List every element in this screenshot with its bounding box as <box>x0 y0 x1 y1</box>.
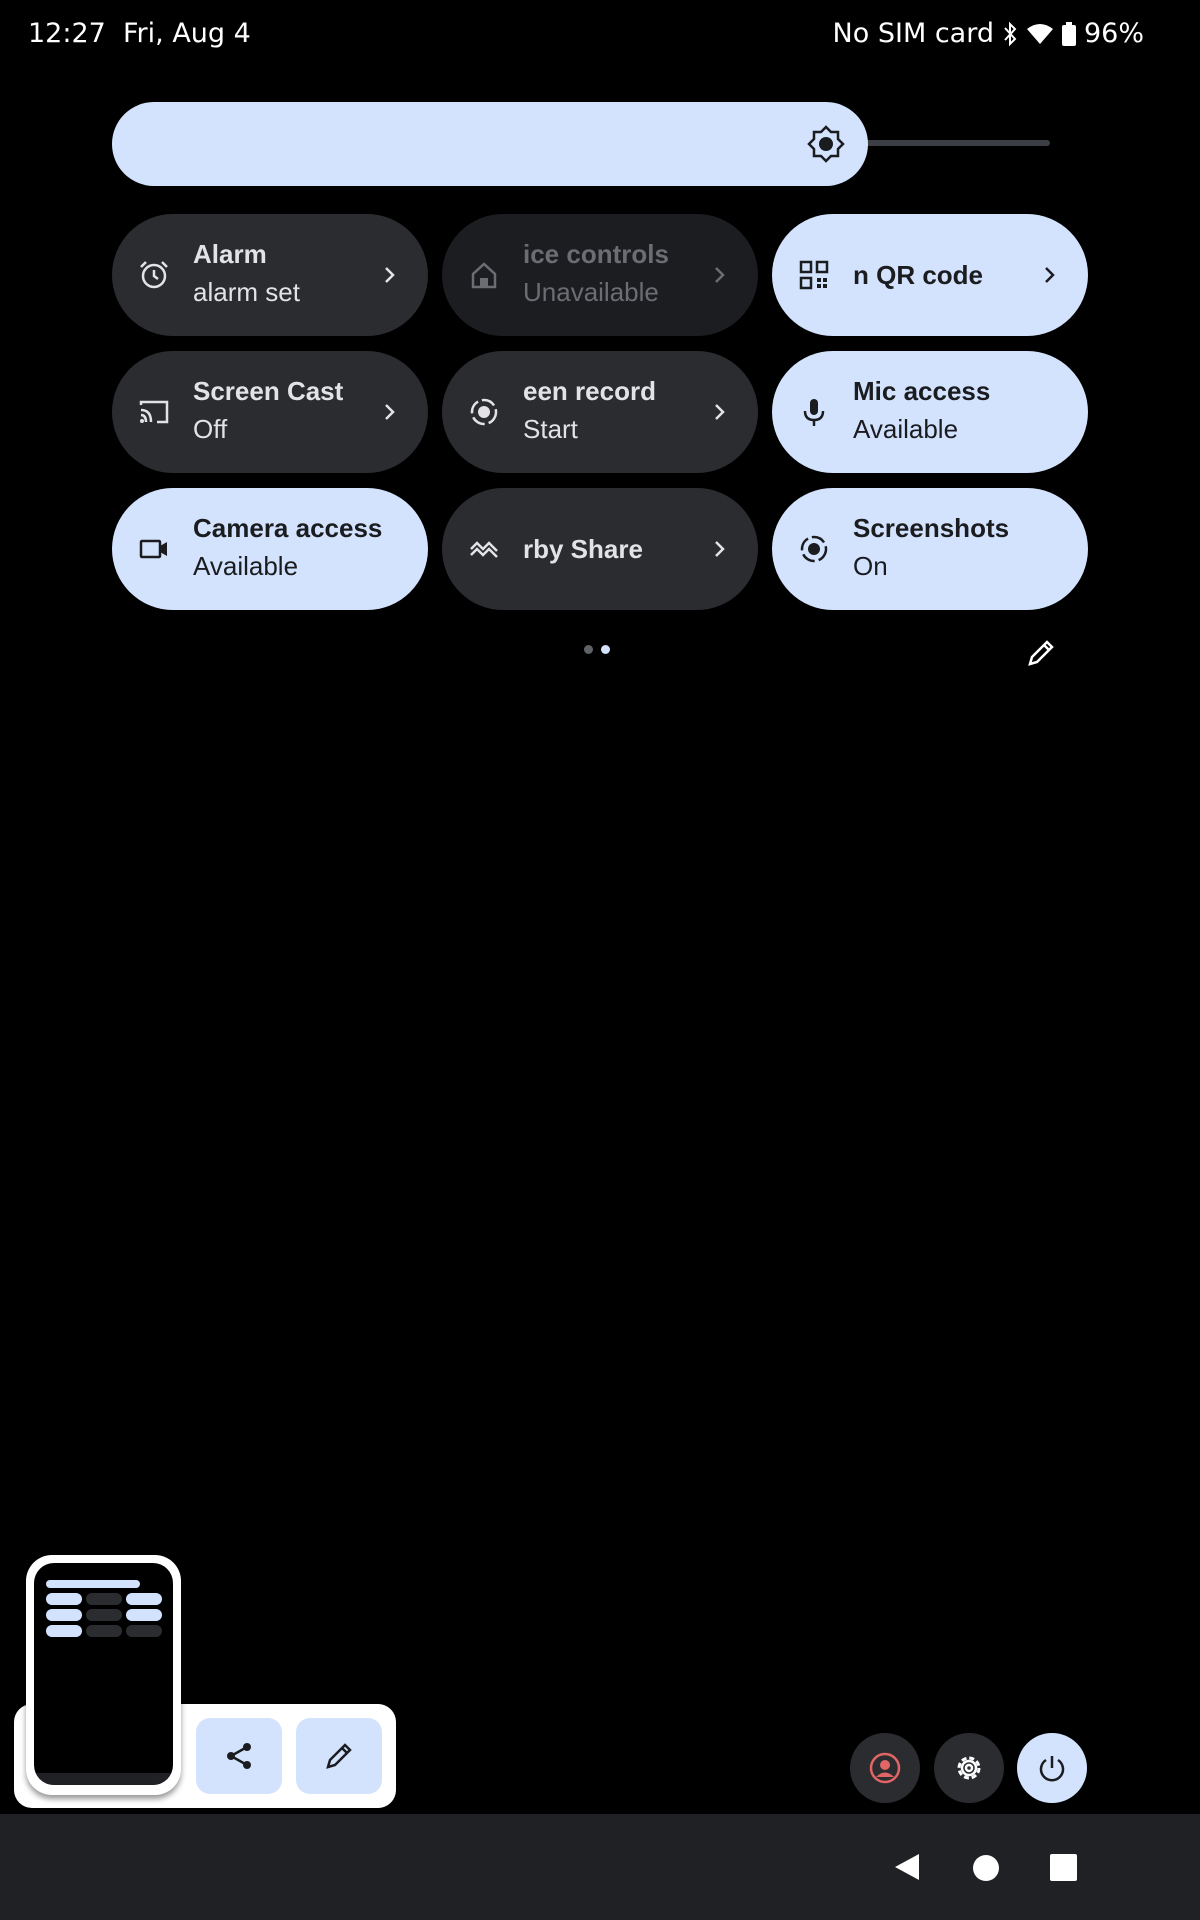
screenshot-thumbnail[interactable] <box>34 1563 173 1785</box>
chevron-right-icon <box>706 262 732 288</box>
carrier-label: No SIM card <box>832 18 994 49</box>
tile-subtitle: On <box>853 551 888 581</box>
edit-icon <box>323 1740 355 1772</box>
tile-subtitle: Available <box>193 551 299 581</box>
tile-subtitle: alarm set <box>193 277 300 307</box>
tile-subtitle: Off <box>193 414 228 444</box>
nearby-share-icon <box>468 533 500 565</box>
bluetooth-icon <box>1002 21 1018 47</box>
tile-mic-access[interactable] <box>772 351 1088 473</box>
power-icon <box>1036 1752 1068 1784</box>
home-button[interactable] <box>972 1854 1000 1886</box>
navigation-bar <box>0 1814 1200 1920</box>
user-icon <box>869 1752 901 1784</box>
tile-screenshots[interactable] <box>772 488 1088 610</box>
chevron-right-icon <box>1036 262 1062 288</box>
camera-icon <box>138 533 170 565</box>
microphone-icon <box>798 396 830 428</box>
tile-title: Mic access <box>853 376 991 406</box>
tile-title: een record <box>523 376 656 406</box>
tile-subtitle: Available <box>853 414 959 444</box>
tile-title: rby Share <box>523 534 643 564</box>
edit-tiles-button[interactable] <box>1025 637 1057 669</box>
battery-level: 96% <box>1083 18 1144 49</box>
edit-screenshot-button[interactable] <box>296 1718 382 1794</box>
brightness-icon <box>806 124 846 164</box>
tile-title: n QR code <box>853 260 984 290</box>
chevron-right-icon <box>706 399 732 425</box>
chevron-right-icon <box>376 399 402 425</box>
settings-icon <box>953 1752 985 1784</box>
alarm-clock-icon <box>138 259 170 291</box>
home-icon <box>972 1854 1000 1882</box>
tile-device-controls[interactable] <box>442 214 758 336</box>
tile-nearby-share[interactable] <box>442 488 758 610</box>
tile-screen-cast[interactable] <box>112 351 428 473</box>
back-icon <box>893 1852 921 1882</box>
back-button[interactable] <box>893 1852 921 1886</box>
page-indicator <box>584 645 610 654</box>
page-dot-active <box>601 645 610 654</box>
tile-alarm[interactable] <box>112 214 428 336</box>
tile-screen-record[interactable] <box>442 351 758 473</box>
tile-qr-code-scanner[interactable] <box>772 214 1088 336</box>
screen-record-icon <box>468 396 500 428</box>
tile-camera-access[interactable] <box>112 488 428 610</box>
screenshot-icon <box>798 533 830 565</box>
recents-button[interactable] <box>1050 1854 1077 1885</box>
share-screenshot-button[interactable] <box>196 1718 282 1794</box>
tile-subtitle: Unavailable <box>523 277 659 307</box>
battery-icon <box>1062 22 1076 46</box>
page-dot <box>584 645 593 654</box>
tile-title: Alarm <box>193 239 267 269</box>
chevron-right-icon <box>706 536 732 562</box>
tile-title: Camera access <box>193 513 383 543</box>
status-bar-right <box>833 18 1144 49</box>
user-switcher-button[interactable] <box>850 1733 920 1803</box>
qr-code-icon <box>798 259 830 291</box>
pencil-icon <box>1025 637 1057 669</box>
tile-title: Screenshots <box>853 513 1010 543</box>
status-date: Fri, Aug 4 <box>122 18 251 49</box>
status-bar-time-date <box>28 18 251 49</box>
chevron-right-icon <box>376 262 402 288</box>
power-button[interactable] <box>1017 1733 1087 1803</box>
tile-subtitle: Start <box>523 414 578 444</box>
home-icon <box>468 259 500 291</box>
cast-icon <box>138 396 170 428</box>
share-icon <box>223 1740 255 1772</box>
tile-title: Screen Cast <box>193 376 344 406</box>
wifi-icon <box>1026 22 1054 46</box>
brightness-slider[interactable] <box>112 102 868 186</box>
tile-title: ice controls <box>523 239 669 269</box>
settings-button[interactable] <box>934 1733 1004 1803</box>
status-time: 12:27 <box>28 18 106 49</box>
brightness-track[interactable] <box>860 140 1050 146</box>
recents-icon <box>1050 1854 1077 1881</box>
